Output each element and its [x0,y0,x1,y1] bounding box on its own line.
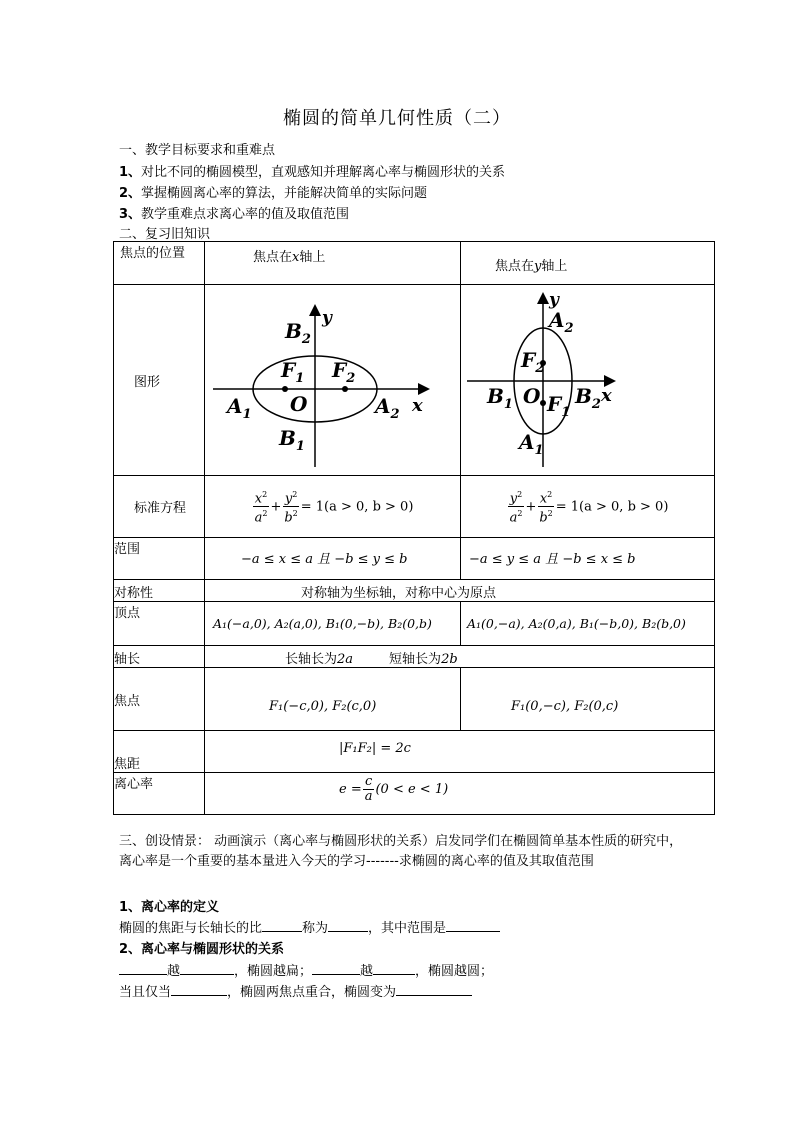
blank-result[interactable] [396,983,472,996]
row-label-equation: 标准方程 [114,476,205,538]
foci-x: F₁(−c,0), F₂(c,0) [205,668,461,731]
svg-text:B1: $B_1$ [487,384,513,412]
range-x: −a ≤ x ≤ a 且 −b ≤ y ≤ b [205,538,461,580]
svg-text:x: x [412,395,423,416]
blank-ratio[interactable] [262,919,302,932]
svg-text:A1: $A_1$ [227,394,252,422]
eccentricity-formula: e = $\frac{c}{a}$ (0 < e < 1) [205,773,715,815]
svg-text:O: O [290,392,308,416]
equation-x: $\frac{x^2}{a^2}$ + $\frac{y^2}{b^2}$ = 1(a > 0, b > 0) [205,476,461,538]
row-label-position: 焦点的位置 [114,242,205,285]
blank-relation-3[interactable] [312,962,360,975]
page-title: 椭圆的简单几何性质（二） [283,108,511,129]
figure-vertical-ellipse [461,285,715,476]
svg-text:F2: $F_2$ [521,348,545,376]
blank-relation-1[interactable] [119,962,167,975]
symmetry-text: 对称轴为坐标轴，对称中心为原点 [205,580,715,602]
svg-text:F1: $F_1$ [281,358,305,386]
vertices-y: A₁(0,−a), A₂(0,a), B₁(−b,0), B₂(b,0) [461,602,715,646]
row-label-eccentricity: 离心率 [114,773,205,815]
focal-distance: |F₁F₂| = 2c [205,731,715,773]
relation-heading: 2、离心率与椭圆形状的关系 [119,942,285,957]
section2-heading: 二、复习旧知识 [119,227,211,242]
condition-sentence: 当且仅当 ，椭圆两焦点重合，椭圆变为 [119,981,472,1000]
blank-range[interactable] [446,919,500,932]
section3-text: 三、创设情景： 动画演示（离心率与椭圆形状的关系）启发同学们在椭圆简单基本性质的研究中，离心率是一个重要的基本量进入今天的学习-------求椭圆的离心率的值及其取值范围 [119,834,683,869]
row-label-axis: 轴长 [114,646,205,668]
svg-text:A2: $A_2$ [375,394,400,422]
row-label-range: 范围 [114,538,205,580]
svg-text:x: x [601,385,612,406]
row-label-vertex: 顶点 [114,602,205,646]
svg-text:y: y [549,290,559,310]
objective-2: 2、掌握椭圆离心率的算法，并能解决简单的实际问题 [119,186,428,201]
svg-text:A1: $A_1$ [519,430,544,458]
row-label-focal: 焦距 [114,731,205,773]
definition-sentence: 椭圆的焦距与长轴长的比 称为 ，其中范围是 [119,917,500,936]
blank-condition[interactable] [171,983,227,996]
equation-y: $\frac{y^2}{a^2}$ + $\frac{x^2}{b^2}$ = 1(a > 0, b > 0) [461,476,715,538]
blank-relation-2[interactable] [180,962,234,975]
section1-heading: 一、教学目标要求和重难点 [119,143,276,158]
header-focus-x: 焦点在x轴上 [205,242,461,285]
svg-text:F2: $F_2$ [332,358,356,386]
foci-y: F₁(0,−c), F₂(0,c) [461,668,715,731]
blank-name[interactable] [328,919,368,932]
svg-text:B2: $B_2$ [575,384,601,412]
objective-1: 1、对比不同的椭圆模型，直观感知并理解离心率与椭圆形状的关系 [119,165,506,180]
horizontal-ellipse-diagram [205,285,459,471]
vertices-x: A₁(−a,0), A₂(a,0), B₁(0,−b), B₂(0,b) [205,602,461,646]
row-label-figure: 图形 [114,285,205,476]
svg-text:A2: $A_2$ [549,308,574,336]
ellipse-properties-table [113,241,715,815]
svg-text:B2: $B_2$ [285,319,311,347]
svg-text:F1: $F_1$ [547,392,571,420]
row-label-symmetry: 对称性 [114,580,205,602]
vertical-ellipse-diagram [461,285,713,471]
objective-3: 3、教学重难点求离心率的值及取值范围 [119,207,350,222]
row-label-focus: 焦点 [114,668,205,731]
axis-lengths: 长轴长为2a 短轴长为2b [205,646,715,668]
svg-text:y: y [322,308,332,328]
range-y: −a ≤ y ≤ a 且 −b ≤ x ≤ b [461,538,715,580]
figure-horizontal-ellipse [205,285,461,476]
header-focus-y: 焦点在y轴上 [461,242,715,285]
svg-text:B1: $B_1$ [279,426,305,454]
blank-relation-4[interactable] [373,962,415,975]
definition-heading: 1、离心率的定义 [119,900,220,915]
relation-sentence: 越 ，椭圆越扁； 越 ，椭圆越圆； [119,960,493,979]
svg-text:O: O [523,384,541,408]
